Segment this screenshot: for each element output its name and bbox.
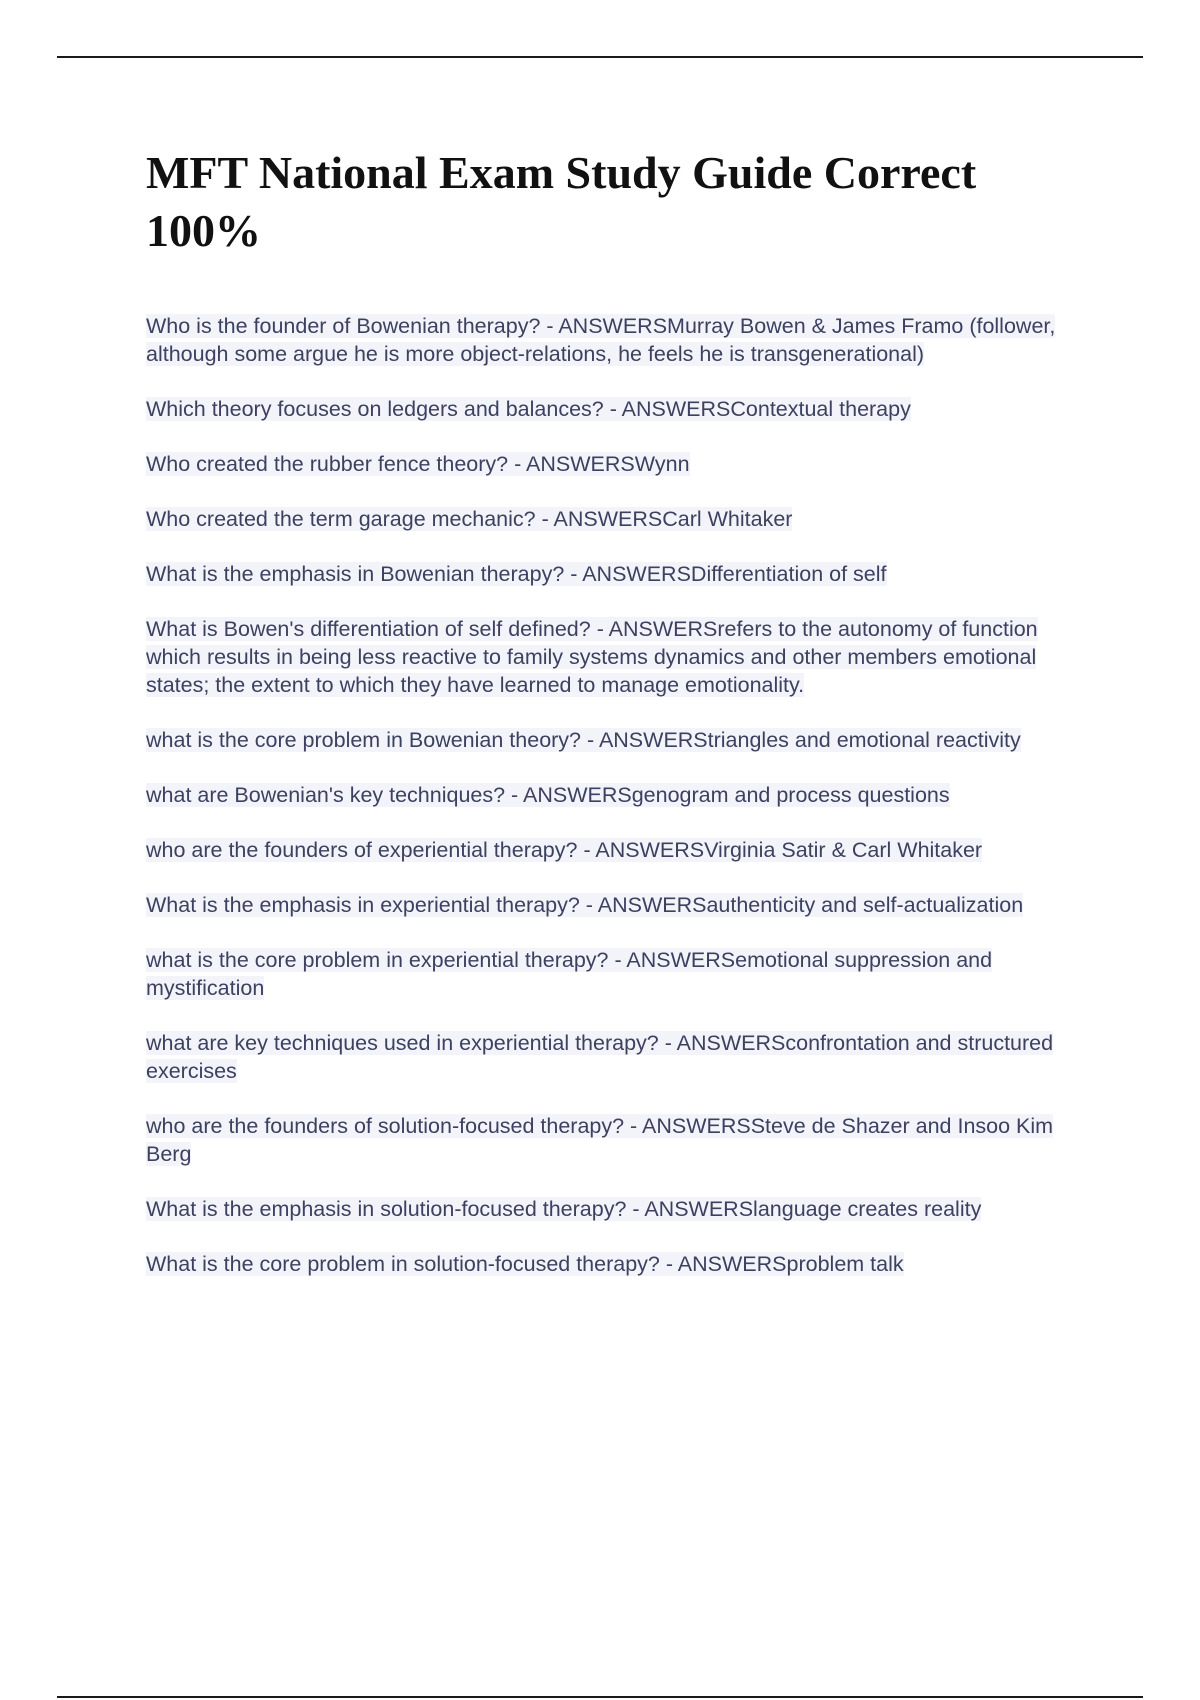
qa-item-14: [146, 1195, 1096, 1223]
qa-item-12: [146, 1029, 1096, 1085]
qa-text: what is the core problem in experiential therapy? - ANSWERSemotional suppression and mystification: [146, 948, 993, 1000]
qa-item-8: [146, 781, 1096, 809]
qa-text: What is the core problem in solution-focused therapy? - ANSWERSproblem talk: [146, 1252, 904, 1276]
qa-text: what are key techniques used in experiential therapy? - ANSWERSconfrontation and structured exercises: [146, 1031, 1054, 1083]
qa-text: Who created the rubber fence theory? - ANSWERSWynn: [146, 452, 690, 476]
qa-item-6: [146, 615, 1096, 699]
qa-text: What is the emphasis in solution-focused therapy? - ANSWERSlanguage creates reality: [146, 1197, 982, 1221]
qa-item-2: [146, 395, 1096, 423]
qa-item-4: [146, 505, 1096, 533]
qa-text: Who created the term garage mechanic? - ANSWERSCarl Whitaker: [146, 507, 793, 531]
qa-item-11: [146, 946, 1096, 1002]
qa-text: who are the founders of experiential therapy? - ANSWERSVirginia Satir & Carl Whitaker: [146, 838, 983, 862]
document-title: MFT National Exam Study Guide Correct 100%: [146, 147, 977, 256]
qa-text: What is the emphasis in experiential therapy? - ANSWERSauthenticity and self-actualization: [146, 893, 1024, 917]
qa-item-1: [146, 312, 1096, 368]
qa-item-5: [146, 560, 1096, 588]
qa-text: What is Bowen's differentiation of self defined? - ANSWERSrefers to the autonomy of function which results in being less reactive to family systems dynamics and other members emotional states; the extent to which they have learned to manage emotionality.: [146, 617, 1038, 697]
bottom-divider: [57, 1696, 1143, 1698]
qa-item-9: [146, 836, 1096, 864]
qa-text: Which theory focuses on ledgers and balances? - ANSWERSContextual therapy: [146, 397, 911, 421]
qa-list: [146, 312, 1096, 1305]
qa-item-3: [146, 450, 1096, 478]
qa-item-7: [146, 726, 1096, 754]
qa-text: who are the founders of solution-focused therapy? - ANSWERSSteve de Shazer and Insoo Kim Berg: [146, 1114, 1054, 1166]
qa-item-15: [146, 1250, 1096, 1278]
qa-item-13: [146, 1112, 1096, 1168]
qa-text: what are Bowenian's key techniques? - ANSWERSgenogram and process questions: [146, 783, 950, 807]
qa-text: Who is the founder of Bowenian therapy? - ANSWERSMurray Bowen & James Framo (follower, although some argue he is more object-relations, he feels he is transgenerational): [146, 314, 1056, 366]
qa-item-10: [146, 891, 1096, 919]
top-divider: [57, 56, 1143, 58]
qa-text: What is the emphasis in Bowenian therapy? - ANSWERSDifferentiation of self: [146, 562, 887, 586]
qa-text: what is the core problem in Bowenian theory? - ANSWERStriangles and emotional reactivity: [146, 728, 1021, 752]
